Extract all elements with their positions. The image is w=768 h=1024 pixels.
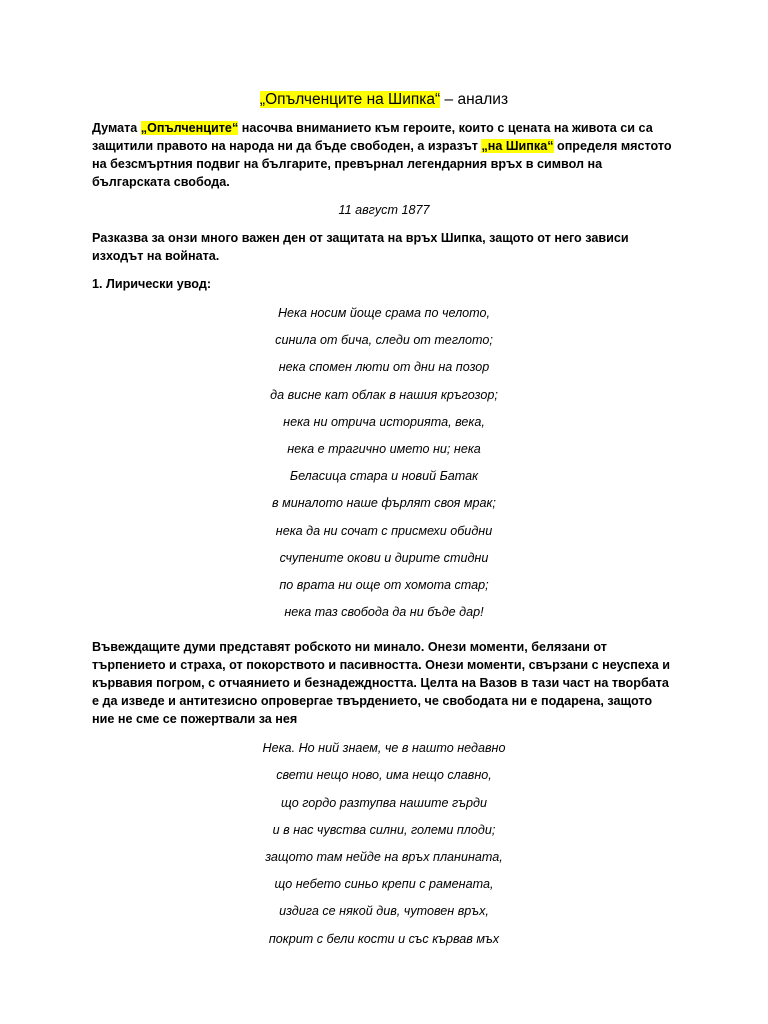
title-suffix: – анализ bbox=[440, 91, 509, 108]
intro-highlight-2: „на Шипка“ bbox=[481, 139, 554, 153]
document-page bbox=[92, 90, 676, 957]
verse-line: и в нас чувства силни, големи плоди; bbox=[272, 822, 496, 837]
verse-line: Беласица стара и новий Батак bbox=[289, 469, 479, 484]
verse-line: да висне кат облак в нашия кръгозор; bbox=[270, 387, 498, 402]
verse-line: счупените окови и дирите стидни bbox=[279, 550, 489, 565]
context-paragraph: Разказва за онзи много важен ден от защитата на връх Шипка, защото от него зависи изходът на войната. bbox=[92, 231, 629, 263]
verse-line: Нека носим йоще срама по челото, bbox=[277, 306, 491, 320]
verse-line: покрит с бели кости и със кървав мъх bbox=[268, 931, 500, 946]
verse-line: синила от бича, следи от теглото; bbox=[275, 333, 493, 348]
intro-paragraph bbox=[92, 119, 676, 191]
verse-line: по врата ни още от хомота стар; bbox=[279, 577, 489, 592]
verse-line: защото там нейде на връх планината, bbox=[265, 850, 503, 864]
analysis-paragraph: Въвеждащите думи представят робското ни минало. Онези моменти, белязани от търпението и страха, от покорството и пасивността. Онези моменти, свързани с неуспеха и кървавия погром, с отчаянието и безнадеждността. Целта на Вазов в тази част на творбата е да изведе и антитезисно опровергае твърдението, че свободата ни е подарена, защото ние не сме се пожертвали за нея bbox=[92, 640, 670, 727]
verse-line: що небето синьо крепи с рамената, bbox=[274, 877, 494, 892]
intro-text-3: определя мястото на безсмъртния подвиг на българите, превърнал легендарния връх в символ на българската свобода. bbox=[92, 139, 672, 189]
date-line: 11 август 1877 bbox=[338, 203, 430, 217]
document-title bbox=[92, 90, 676, 110]
verse-line: в миналото наше фърлят своя мрак; bbox=[272, 496, 496, 511]
verse-line: свети нещо ново, има нещо славно, bbox=[276, 768, 492, 783]
verse-line: издига се някой див, чутовен връх, bbox=[279, 904, 489, 919]
verse-block-2 bbox=[92, 739, 676, 957]
title-highlight: „Опълченците на Шипка“ bbox=[259, 91, 441, 108]
intro-highlight-1: „Опълченците“ bbox=[140, 121, 239, 135]
intro-text-1: Думата bbox=[92, 121, 141, 135]
intro-text-2: насочва вниманието към героите, които с цената на живота си са защитили правото на народа ни да бъде свободен, а изразът bbox=[92, 121, 653, 153]
verse-line: нека е трагично името ни; нека bbox=[287, 441, 481, 456]
verse-line: Нека. Но ний знаем, че в нашто недавно bbox=[262, 741, 506, 756]
verse-line: нека таз свобода да ни бъде дар! bbox=[284, 605, 484, 620]
verse-line: нека спомен люти от дни на позор bbox=[278, 360, 490, 375]
verse-line: нека ни отрича историята, века, bbox=[283, 414, 485, 429]
verse-line: нека да ни сочат с присмехи обидни bbox=[275, 523, 493, 538]
section-heading-lyrical-intro: 1. Лирически увод: bbox=[92, 277, 212, 291]
verse-line: що гордо разтупва нашите гърди bbox=[281, 795, 487, 810]
verse-block-1 bbox=[92, 304, 676, 630]
